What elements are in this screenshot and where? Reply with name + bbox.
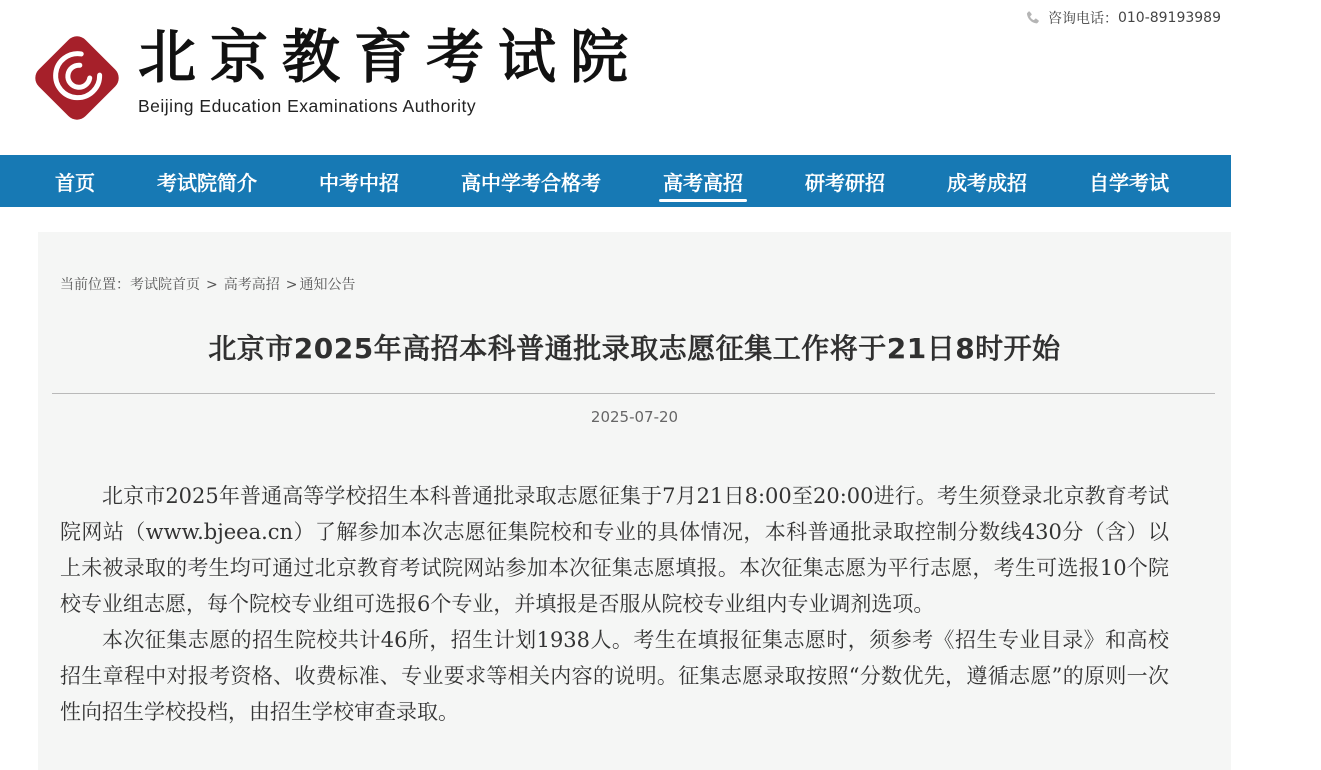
article-body — [38, 478, 1231, 730]
hotline-label: 咨询电话： — [1047, 11, 1118, 27]
breadcrumb-link-notices[interactable]: 通知公告 — [299, 277, 356, 293]
logo-title-en: Beijing Education Examinations Authority — [138, 95, 477, 116]
nav-item-shehui[interactable]: 社会考试 — [1231, 170, 1311, 195]
article-title: 北京市2025年高招本科普通批录取志愿征集工作将于21日8时开始 — [208, 332, 1061, 365]
nav-item-zhongkao[interactable]: 中考中招 — [319, 170, 399, 195]
breadcrumb-link-gaokao[interactable]: 高考高招 — [223, 277, 280, 293]
article-date: 2025-07-20 — [590, 408, 679, 426]
article-paragraph: 北京市2025年普通高等学校招生本科普通批录取志愿征集于7月21日8:00至20:00进行。考生须登录北京教育考试院网站（www.bjeea.cn）了解参加本次志愿征集院校和专业的具体情况，本科普通批录取控制分数线430分（含）以上未被录取的考生均可通过北京教育考试院网站参加本次征集志愿填报。本次征集志愿为平行志愿，考生可选报10个院校专业组志愿，每个院校专业组可选报6个专业，并填报是否服从院校专业组内专业调剂选项。 — [60, 484, 1169, 616]
hotline — [1024, 8, 1221, 28]
content-panel — [38, 232, 1231, 770]
nav-item-gaokao[interactable]: 高考高招 — [653, 155, 753, 207]
hotline-number: 010-89193989 — [1117, 10, 1221, 26]
breadcrumb-prefix: 当前位置： — [60, 277, 130, 293]
logo-text-block — [138, 23, 643, 117]
nav-item-hs-exam[interactable]: 高中学考合格考 — [461, 170, 601, 195]
nav-item-zixue[interactable]: 自学考试 — [1089, 170, 1169, 195]
article-paragraph: 本次征集志愿的招生院校共计46所，招生计划1938人。考生在填报征集志愿时，须参考《招生专业目录》和高校招生章程中对报考资格、收费标准、专业要求等相关内容的说明。征集志愿录取按照“分数优先，遵循志愿”的原则一次性向招生学校投档，由招生学校审查录取。 — [60, 628, 1169, 724]
main-nav — [0, 155, 1311, 207]
site-logo[interactable] — [38, 23, 643, 126]
breadcrumb — [38, 232, 1231, 294]
breadcrumb-separator: > — [285, 277, 298, 293]
nav-item-chengkao[interactable]: 成考成招 — [947, 170, 1027, 195]
breadcrumb-separator: > — [206, 277, 218, 293]
title-divider — [52, 393, 1215, 394]
nav-item-home[interactable]: 首页 — [55, 170, 95, 195]
breadcrumb-link-home[interactable]: 考试院首页 — [130, 277, 200, 293]
nav-item-yankao[interactable]: 研考研招 — [805, 170, 885, 195]
logo-title-cn: 北京教育考试院 — [138, 23, 643, 91]
nav-item-about[interactable]: 考试院简介 — [157, 170, 257, 195]
site-header — [0, 0, 1231, 155]
phone-icon — [1024, 10, 1041, 27]
beea-logo-icon — [38, 26, 116, 126]
